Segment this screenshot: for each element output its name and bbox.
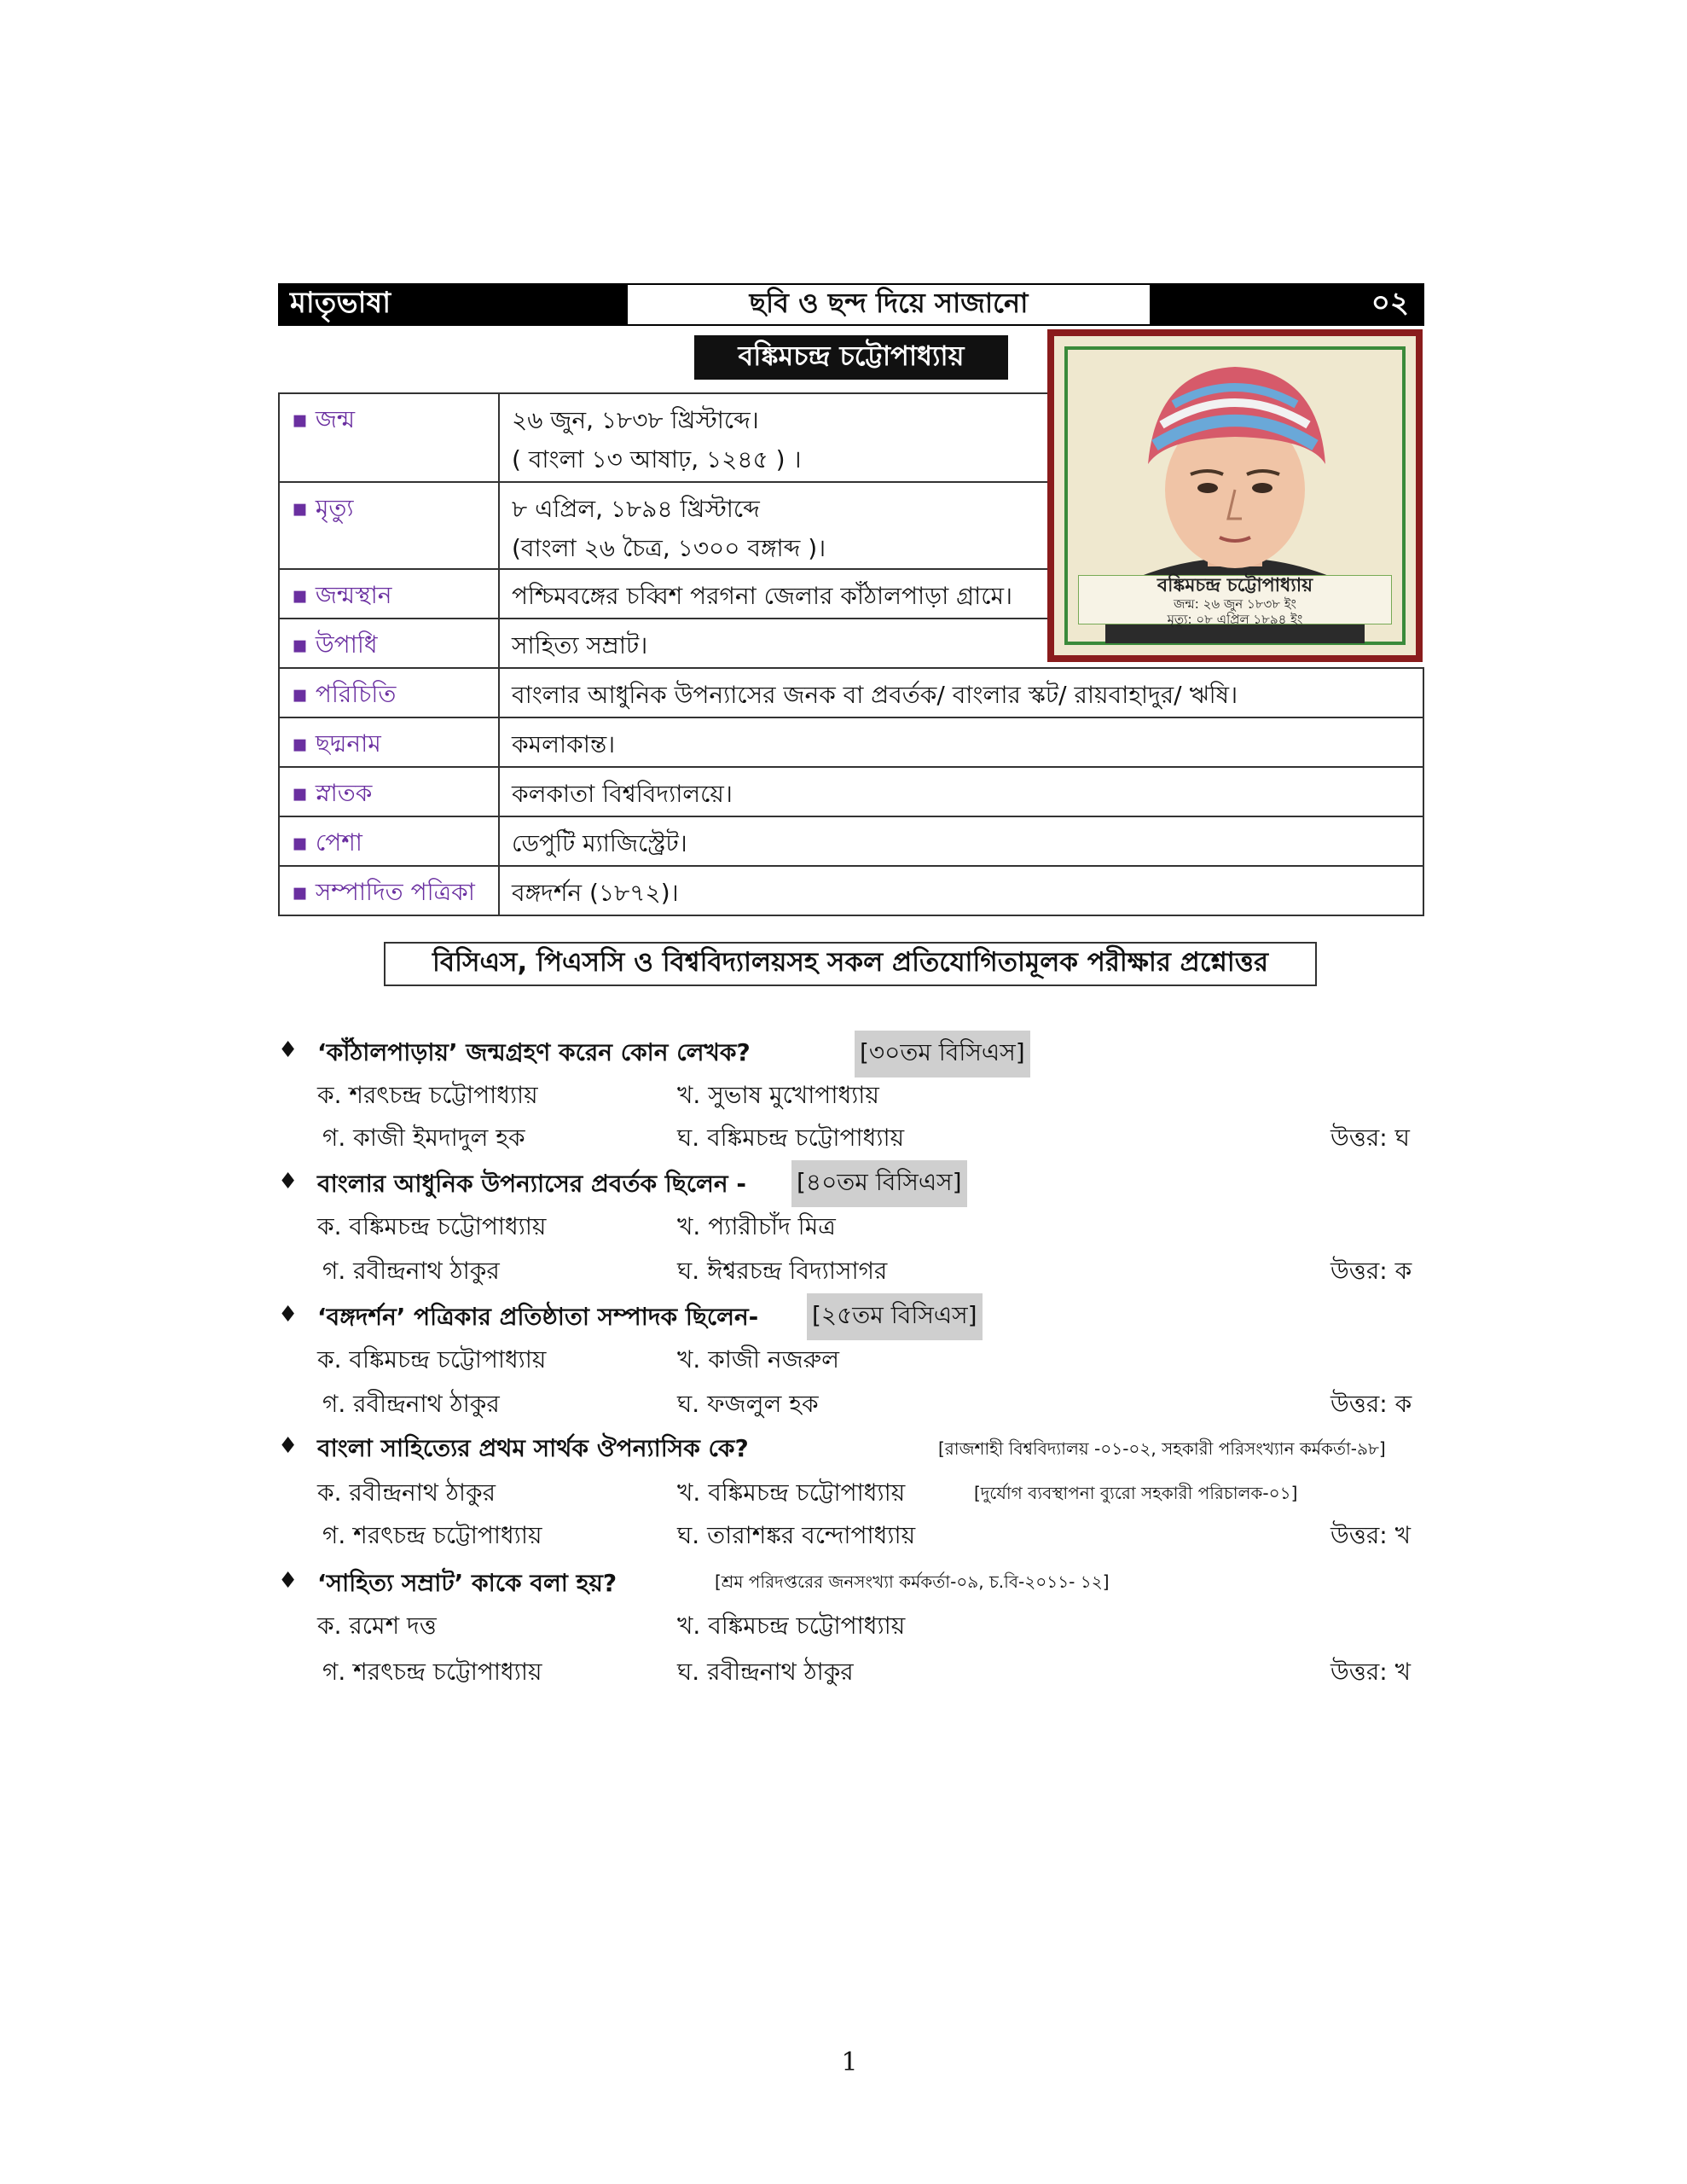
info-label: ▪ জন্মস্থান [278,570,500,618]
bullet-icon: ♦ [278,1568,299,1594]
option-c: গ. শরৎচন্দ্র চট্টোপাধ্যায় [322,1521,542,1549]
option-d: ঘ. তারাশঙ্কর বন্দোপাধ্যায় [677,1521,916,1549]
option-d: ঘ. বঙ্কিমচন্দ্র চট্টোপাধ্যায় [677,1124,905,1152]
bullet-icon: ♦ [278,1169,299,1194]
option-c: গ. রবীন্দ্রনাথ ঠাকুর [322,1257,500,1285]
info-value: বঙ্গদর্শন (১৮৭২)। [500,867,1424,915]
answer-text: উত্তর: খ [1330,1521,1411,1549]
question-text: ‘সাহিত্য সম্রাট’ কাকে বলা হয়? [317,1569,617,1597]
option-d: ঘ. ঈশ্বরচন্দ্র বিদ্যাসাগর [677,1257,888,1285]
info-value: কমলাকান্ত। [500,718,1424,766]
info-label: ▪ সম্পাদিত পত্রিকা [278,867,500,915]
option-b: খ. কাজী নজরুল [677,1345,839,1374]
portrait-frame [1047,329,1423,662]
info-row-identity [278,667,1424,717]
portrait-caption-death: মৃত্যু: ০৮ এপ্রিল ১৮৯৪ ইং [1167,612,1303,627]
option-a: ক. বঙ্কিমচন্দ্র চট্টোপাধ্যায় [317,1212,547,1240]
info-label: ▪ মৃত্যু [278,483,500,568]
answer-text: উত্তর: খ [1330,1658,1411,1686]
option-c: গ. রবীন্দ্রনাথ ঠাকুর [322,1390,500,1418]
question-source-tag: [শ্রম পরিদপ্তরের জনসংখ্যা কর্মকর্তা-০৯, চ.বি-২০১১- ১২] [715,1571,1110,1592]
info-row-pseudonym [278,717,1424,766]
info-row-graduate [278,766,1424,816]
option-a: ক. রমেশ দত্ত [317,1612,437,1640]
option-d: ঘ. ফজলুল হক [677,1390,819,1418]
option-c: গ. শরৎচন্দ্র চট্টোপাধ্যায় [322,1658,542,1686]
question-text: বাংলার আধুনিক উপন্যাসের প্রবর্তক ছিলেন - [317,1170,746,1198]
info-label: ▪ পেশা [278,817,500,865]
option-b: খ. বঙ্কিমচন্দ্র চট্টোপাধ্যায় [677,1478,906,1507]
info-label: ▪ পরিচিতি [278,669,500,717]
page-title: বঙ্কিমচন্দ্র চট্টোপাধ্যায় [694,335,1008,380]
page-number: 1 [841,2048,858,2077]
option-a: ক. বঙ্কিমচন্দ্র চট্টোপাধ্যায় [317,1345,547,1374]
info-label: ▪ উপাধি [278,619,500,667]
info-label: ▪ ছদ্মনাম [278,718,500,766]
option-a: ক. রবীন্দ্রনাথ ঠাকুর [317,1478,496,1507]
info-value: ৮ এপ্রিল, ১৮৯৪ খ্রিস্টাব্দে (বাংলা ২৬ চৈত্র, ১৩০০ বঙ্গাব্দ )। [512,495,826,562]
info-label: ▪ স্নাতক [278,768,500,816]
option-b: খ. সুভাষ মুখোপাধ্যায় [677,1081,879,1109]
info-value: পশ্চিমবঙ্গের চব্বিশ পরগনা জেলার কাঁঠালপাড়া গ্রামে। [512,582,1013,610]
bullet-icon: ♦ [278,1433,299,1459]
portrait-caption-birth: জন্ম: ২৬ জুন ১৮৩৮ ইং [1174,596,1296,612]
question-source-tag: [৪০তম বিসিএস] [791,1160,967,1207]
question-source-tag: [৩০তম বিসিএস] [855,1031,1030,1077]
bullet-icon: ♦ [278,1037,299,1063]
portrait-caption-name: বঙ্কিমচন্দ্র চট্টোপাধ্যায় [1157,575,1313,596]
info-row-magazine [278,865,1424,916]
info-value: ডেপুটি ম্যাজিস্ট্রেট। [500,817,1424,865]
header-chapter-number: ০২ [1150,283,1424,326]
option-b: খ. প্যারীচাঁদ মিত্র [677,1212,836,1240]
question-text: ‘বঙ্গদর্শন’ পত্রিকার প্রতিষ্ঠাতা সম্পাদক ছিলেন- [317,1303,759,1331]
answer-text: উত্তর: ক [1330,1257,1412,1285]
bullet-icon: ♦ [278,1302,299,1327]
info-row-profession [278,816,1424,865]
question-text: বাংলা সাহিত্যের প্রথম সার্থক ঔপন্যাসিক কে? [317,1434,749,1462]
info-value: বাংলার আধুনিক উপন্যাসের জনক বা প্রবর্তক/ বাংলার স্কট/ রায়বাহাদুর/ ঋষি। [500,669,1424,717]
option-b: খ. বঙ্কিমচন্দ্র চট্টোপাধ্যায় [677,1612,906,1640]
option-c: গ. কাজী ইমদাদুল হক [322,1124,525,1152]
info-value: কলকাতা বিশ্ববিদ্যালয়ে। [500,768,1424,816]
header-subject: মাতৃভাষা [278,283,628,326]
info-label: ▪ জন্ম [278,394,500,481]
portrait-caption [1078,575,1392,627]
question-source-tag: [রাজশাহী বিশ্ববিদ্যালয় -০১-০২, সহকারী পরিসংখ্যান কর্মকর্তা-৯৮] [938,1438,1386,1459]
info-value: ২৬ জুন, ১৮৩৮ খ্রিস্টাব্দে। ( বাংলা ১৩ আষাঢ়, ১২৪৫ ) । [512,406,802,473]
option-a: ক. শরৎচন্দ্র চট্টোপাধ্যায় [317,1081,538,1109]
question-text: ‘কাঁঠালপাড়ায়’ জন্মগ্রহণ করেন কোন লেখক? [317,1038,751,1066]
answer-text: উত্তর: ক [1330,1390,1412,1418]
header-title: ছবি ও ছন্দ দিয়ে সাজানো [628,283,1150,326]
info-value: সাহিত্য সম্রাট। [512,631,648,659]
question-source-tag-2: [দুর্যোগ ব্যবস্থাপনা ব্যুরো সহকারী পরিচালক-০১] [974,1483,1298,1503]
option-d: ঘ. রবীন্দ্রনাথ ঠাকুর [677,1658,854,1686]
answer-text: উত্তর: ঘ [1330,1124,1410,1152]
question-source-tag: [২৫তম বিসিএস] [807,1293,983,1340]
section-banner: বিসিএস, পিএসসি ও বিশ্ববিদ্যালয়সহ সকল প্রতিযোগিতামূলক পরীক্ষার প্রশ্নোত্তর [384,942,1317,986]
portrait-image [1054,336,1416,655]
